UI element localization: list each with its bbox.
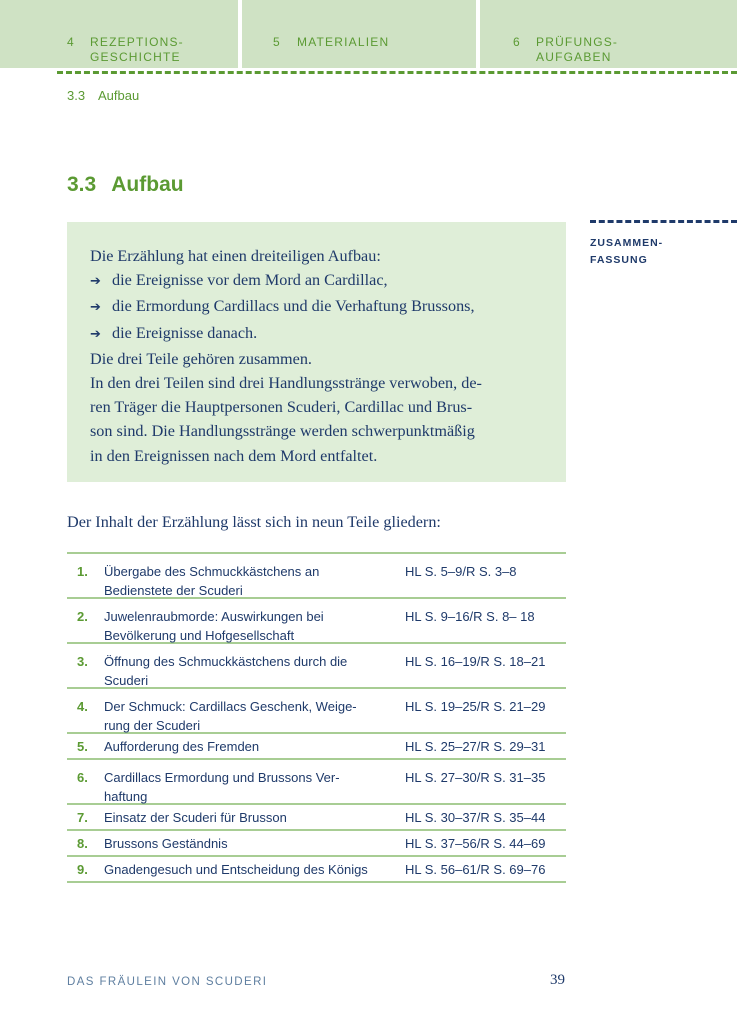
arrow-right-icon: ➔: [90, 274, 101, 290]
tab-number: 4: [67, 35, 75, 49]
row-reference: HL S. 19–25/R S. 21–29: [405, 699, 546, 714]
row-index: 2.: [77, 609, 88, 624]
breadcrumb-label: Aufbau: [97, 88, 140, 103]
tab-label: [536, 35, 618, 65]
row-title: [104, 768, 394, 806]
tab-label-line1: PRÜFUNGS-: [536, 35, 619, 49]
row-index: 5.: [77, 739, 88, 754]
summary-paragraph-line: In den drei Teilen sind drei Handlungsstränge verwoben, de-: [90, 374, 482, 393]
tab-label-line1: REZEPTIONS-: [90, 35, 184, 49]
row-title-line1: Der Schmuck: Cardillacs Geschenk, Weige-: [104, 699, 357, 714]
table-row: [67, 760, 566, 805]
summary-bullet: [90, 294, 544, 320]
content-table: [67, 552, 566, 883]
summary-box: [67, 222, 566, 482]
row-reference: HL S. 16–19/R S. 18–21: [405, 654, 546, 669]
header-divider: [57, 71, 737, 74]
row-reference: HL S. 9–16/R S. 8– 18: [405, 609, 535, 624]
row-index: 6.: [77, 770, 88, 785]
summary-lead: Die Erzählung hat einen dreiteiligen Aufbau:: [90, 247, 381, 265]
row-reference: HL S. 56–61/R S. 69–76: [405, 862, 546, 877]
row-title-line1: Cardillacs Ermordung und Brussons Ver-: [104, 770, 340, 785]
row-reference: HL S. 5–9/R S. 3–8: [405, 564, 517, 579]
table-row: [67, 644, 566, 689]
summary-bullet: [90, 268, 544, 294]
tab-materialien[interactable]: [242, 0, 476, 68]
breadcrumb-number: 3.3: [67, 88, 86, 103]
tab-label-line1: MATERIALIEN: [297, 35, 390, 49]
tab-pruefungsaufgaben[interactable]: [480, 0, 737, 68]
section-title-text: Aufbau: [111, 173, 184, 196]
row-title: Aufforderung des Fremden: [104, 739, 260, 754]
footer-book-title: DAS FRÄULEIN VON SCUDERI: [67, 976, 268, 988]
intro-text: Der Inhalt der Erzählung lässt sich in neun Teile gliedern:: [67, 513, 441, 531]
page-number: 39: [550, 972, 565, 988]
sidebar-label-line1: ZUSAMMEN-: [590, 237, 664, 249]
tab-number: 6: [513, 35, 521, 49]
summary-bullet-text: die Ereignisse vor dem Mord an Cardillac,: [112, 271, 388, 290]
row-index: 3.: [77, 654, 88, 669]
breadcrumb: [67, 88, 139, 103]
tab-label: [90, 35, 184, 65]
row-reference: HL S. 25–27/R S. 29–31: [405, 739, 546, 754]
summary-paragraph-line: son sind. Die Handlungsstränge werden schwerpunktmäßig: [90, 422, 475, 441]
summary-bullet-text: die Ermordung Cardillacs und die Verhaftung Brussons,: [112, 297, 475, 316]
tab-rezeptionsgeschichte[interactable]: [0, 0, 238, 68]
row-title-line2: Scuderi: [104, 673, 149, 688]
row-title: [104, 697, 394, 735]
row-title-line1: Juwelenraubmorde: Auswirkungen bei: [104, 609, 324, 624]
row-index: 1.: [77, 564, 88, 579]
row-title-line1: Übergabe des Schmuckkästchens an: [104, 564, 320, 579]
chapter-tabs: [0, 0, 737, 68]
page-title: [67, 173, 184, 197]
row-index: 4.: [77, 699, 88, 714]
row-title: [104, 562, 394, 600]
row-title: Einsatz der Scuderi für Brusson: [104, 810, 287, 825]
summary-paragraph-line: in den Ereignissen nach dem Mord entfaltet.: [90, 446, 378, 465]
table-row: [67, 689, 566, 734]
table-row: [67, 734, 566, 760]
row-title: Gnadengesuch und Entscheidung des Königs: [104, 862, 368, 877]
table-row: [67, 831, 566, 857]
table-row: [67, 554, 566, 599]
row-index: 8.: [77, 836, 88, 851]
row-title-line2: haftung: [104, 789, 148, 804]
summary-paragraph-line: ren Träger die Hauptpersonen Scuderi, Cardillac und Brus-: [90, 398, 473, 417]
arrow-right-icon: ➔: [90, 326, 101, 342]
row-index: 7.: [77, 810, 88, 825]
row-reference: HL S. 27–30/R S. 31–35: [405, 770, 546, 785]
tab-label: [297, 35, 389, 50]
sidebar-divider: [590, 220, 737, 223]
table-row: [67, 857, 566, 883]
table-row: [67, 805, 566, 831]
row-title: [104, 652, 394, 690]
tab-label-line2: AUFGABEN: [536, 50, 612, 64]
row-index: 9.: [77, 862, 88, 877]
row-reference: HL S. 30–37/R S. 35–44: [405, 810, 546, 825]
summary-bullet-text: die Ereignisse danach.: [112, 323, 258, 342]
row-title-line2: Bedienstete der Scuderi: [104, 583, 243, 598]
tab-label-line2: GESCHICHTE: [90, 50, 181, 64]
row-title: [104, 607, 394, 645]
row-title-line2: Bevölkerung und Hofgesellschaft: [104, 628, 295, 643]
section-number: 3.3: [67, 173, 97, 196]
summary-bullet: [90, 321, 544, 347]
sidebar-label: [590, 235, 663, 269]
tab-number: 5: [273, 35, 281, 49]
row-title-line2: rung der Scuderi: [104, 718, 201, 733]
table-row: [67, 599, 566, 644]
arrow-right-icon: ➔: [90, 300, 101, 316]
sidebar-label-line2: FASSUNG: [590, 254, 648, 266]
row-title: Brussons Geständnis: [104, 836, 228, 851]
row-reference: HL S. 37–56/R S. 44–69: [405, 836, 546, 851]
summary-line: Die drei Teile gehören zusammen.: [90, 349, 312, 368]
row-title-line1: Öffnung des Schmuckkästchens durch die: [104, 654, 348, 669]
